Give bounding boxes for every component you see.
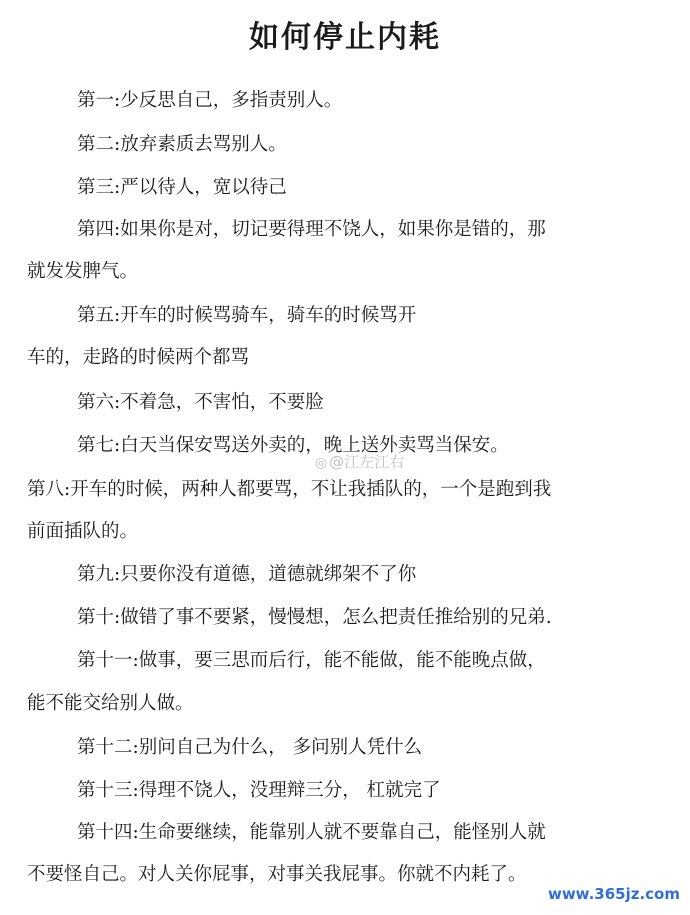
list-item: 第九:只要你没有道德，道德就绑架不了你 [77,564,417,585]
list-item: 第四:如果你是对，切记要得理不饶人，如果你是错的，那 [77,219,546,240]
list-item: 第三:严以待人，宽以待己 [77,177,287,198]
list-item: 第八:开车的时候，两种人都要骂，不让我插队的，一个是跑到我 [27,479,552,500]
site-watermark: www.365jz.com [547,885,680,903]
page-title: 如何停止内耗 [249,20,441,55]
list-item: 第十:做错了事不要紧，慢慢想，怎么把责任推给别的兄弟. [77,607,552,628]
watermark-text: @江左江右 [329,453,405,471]
list-item: 第二:放弃素质去骂别人。 [77,134,287,155]
list-item: 第十一:做事，要三思而后行，能不能做，能不能晚点做， [77,650,546,671]
weibo-icon: ◎ [315,455,328,471]
list-item-continuation: 能不能交给别人做。 [27,693,194,714]
list-item: 第一:少反思自己，多指责别人。 [77,90,343,111]
list-item: 第十三:得理不饶人，没理辩三分， 杠就完了 [77,780,441,801]
list-item: 第六:不着急，不害怕，不要脸 [77,392,324,413]
list-item: 第五:开车的时候骂骑车，骑车的时候骂开 [77,305,417,326]
list-item-continuation: 前面插队的。 [27,521,139,542]
list-item: 第十二:别问自己为什么， 多问别人凭什么 [77,737,423,758]
list-item: 第十四:生命要继续，能靠别人就不要靠自己，能怪别人就 [77,822,546,843]
list-item-continuation: 就发发脾气。 [27,261,139,282]
weibo-watermark [315,451,404,472]
list-item-continuation: 车的，走路的时候两个都骂 [27,347,250,368]
list-item: 第七:白天当保安骂送外卖的，晚上送外卖骂当保安。 [77,435,509,456]
list-item-continuation: 不要怪自己。对人关你屁事，对事关我屁事。你就不内耗了。 [27,864,527,885]
